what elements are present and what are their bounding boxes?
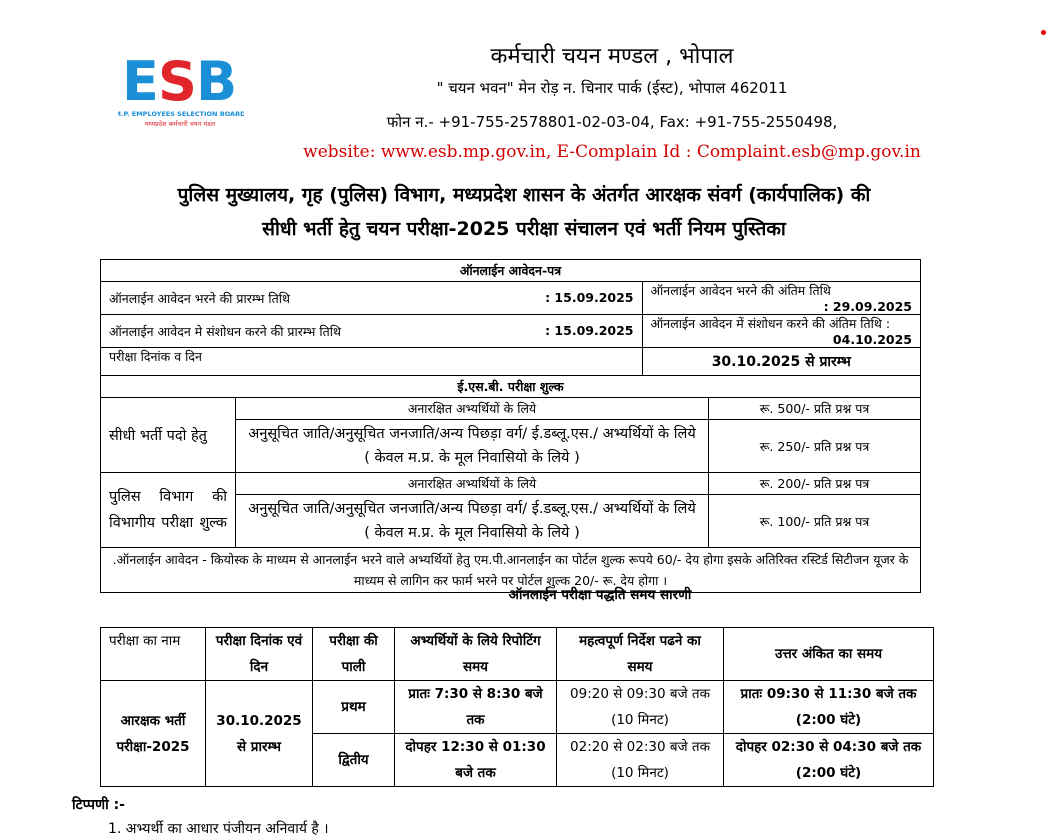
fee-amount-1: रू. 500/- प्रति प्रश्न पत्र <box>709 398 921 420</box>
exam-date-label: परीक्षा दिनांक व दिन <box>101 348 643 376</box>
fee-heading: ई.एस.बी. परीक्षा शुल्क <box>101 376 921 398</box>
title-line-2: सीधी भर्ती हेतु चयन परीक्षा-2025 परीक्षा संचालन एवं भर्ती नियम पुस्तिका <box>262 218 786 240</box>
instruction-second: 02:20 से 02:30 बजे तक (10 मिनट) <box>557 734 724 787</box>
instruction-first: 09:20 से 09:30 बजे तक (10 मिनट) <box>557 681 724 734</box>
timetable-caption: ऑनलाईन परीक्षा पद्धति समय सारणी <box>508 587 692 603</box>
th-reporting-time: अभ्यर्थियों के लिये रिपोटिंग समय <box>395 628 557 681</box>
shift-second: द्वितीय <box>313 734 395 787</box>
end-date-cell <box>642 282 920 315</box>
fee-amount-2: रू. 250/- प्रति प्रश्न पत्र <box>709 420 921 473</box>
fee-amount-3: रू. 200/- प्रति प्रश्न पत्र <box>709 473 921 495</box>
document-title <box>0 178 1048 246</box>
start-date: : 15.09.2025 <box>545 289 634 305</box>
org-phone: फोन न.- +91-755-2578801-02-03-04, Fax: +91-755-2550498, <box>386 113 838 131</box>
fee-unreserved-label-1: अनारक्षित अभ्यर्थियों के लिये <box>236 398 709 420</box>
fee-amount-4: रू. 100/- प्रति प्रश्न पत्र <box>709 495 921 548</box>
notes-heading: टिप्पणी :- <box>72 797 125 813</box>
th-answer-time: उत्तर अंकित का समय <box>724 628 934 681</box>
mod-start-label: ऑनलाईन आवेदन मे संशोधन करने की प्रारम्भ तिथि <box>109 323 341 339</box>
application-heading: ऑनलाईन आवेदन-पत्र <box>101 260 921 282</box>
answer-second: दोपहर 02:30 से 04:30 बजे तक (2:00 घंटे) <box>724 734 934 787</box>
logo-subtitle-hi: मध्यप्रदेश कर्मचारी चयन मंडल <box>144 120 216 128</box>
exam-date-value: 30.10.2025 से प्रारम्भ <box>642 348 920 376</box>
fee-unreserved-label-2: अनारक्षित अभ्यर्थियों के लिये <box>236 473 709 495</box>
reporting-first: प्रातः 7:30 से 8:30 बजे तक <box>395 681 557 734</box>
mod-start-date: : 15.09.2025 <box>545 322 634 338</box>
exam-name: आरक्षक भर्ती परीक्षा-2025 <box>101 681 206 787</box>
end-label: ऑनलाईन आवेदन भरने की अंतिम तिथि <box>650 283 831 298</box>
mod-start-cell <box>101 315 643 348</box>
svg-text:E: E <box>122 50 159 113</box>
exam-timetable <box>100 627 934 787</box>
th-exam-date: परीक्षा दिनांक एवं दिन <box>206 628 313 681</box>
end-date: : 29.09.2025 <box>823 299 912 314</box>
fee-reserved-label-1: अनुसूचित जाति/अनुसूचित जनजाति/अन्य पिछड़ा वर्ग/ ई.डब्लू.एस./ अभ्यर्थियों के लिये ( केवल म.प्र. के मूल निवासियो के लिये ) <box>236 420 709 473</box>
mod-end-date: 04.10.2025 <box>832 332 912 347</box>
th-exam-name: परीक्षा का नाम <box>101 628 206 681</box>
start-label: ऑनलाईन आवेदन भरने की प्रारम्भ तिथि <box>109 290 290 306</box>
fee-reserved-label-2: अनुसूचित जाति/अनुसूचित जनजाति/अन्य पिछड़ा वर्ग/ ई.डब्लू.एस./ अभ्यर्थियों के लिये ( केवल म.प्र. के मूल निवासियो के लिये ) <box>236 495 709 548</box>
org-name: कर्मचारी चयन मण्डल , भोपाल <box>490 44 734 69</box>
th-instruction-time: महत्वपूर्ण निर्देश पढने का समय <box>557 628 724 681</box>
svg-text:S: S <box>158 50 197 113</box>
application-fee-table <box>100 259 921 593</box>
title-line-1: पुलिस मुख्यालय, गृह (पुलिस) विभाग, मध्यप्रदेश शासन के अंतर्गत आरक्षक संवर्ग (कार्यपालिक) की <box>177 184 871 206</box>
mod-end-label: ऑनलाईन आवेदन में संशोधन करने की अंतिम तिथि : <box>650 316 891 331</box>
th-shift: परीक्षा की पाली <box>313 628 395 681</box>
fee-group-departmental: पुलिस विभाग की विभागीय परीक्षा शुल्क <box>101 473 236 548</box>
org-website[interactable]: website: www.esb.mp.gov.in, E-Complain Id : Complaint.esb@mp.gov.in <box>303 142 921 162</box>
mod-end-cell <box>642 315 920 348</box>
shift-first: प्रथम <box>313 681 395 734</box>
org-address: " चयन भवन" मेन रोड़ न. चिनार पार्क (ईस्ट), भोपाल 462011 <box>436 79 788 97</box>
note-item-1: 1. अभ्यर्थी का आधार पंजीयन अनिवार्य है । <box>108 821 329 837</box>
logo-subtitle-en: M.P. EMPLOYEES SELECTION BOARD <box>118 110 244 118</box>
fee-group-direct: सीधी भर्ती पदो हेतु <box>101 398 236 473</box>
exam-start-date: 30.10.2025 से प्रारम्भ <box>206 681 313 787</box>
portal-fee-note: .ऑनलाईन आवेदन - कियोस्क के माध्यम से आनलाईन भरने वाले अभ्यर्थियों हेतु एम.पी.आनलाईन का पोर्टल शुल्क रूपये 60/- देय होगा इसके अतिरिक्त रस्टिर्ड सिटीजन यूजर के माध्यम से लागिन कर फार्म भरने पर पोर्टल शुल्क 20/- रू. देय होगा । <box>101 548 921 593</box>
answer-first: प्रातः 09:30 से 11:30 बजे तक (2:00 घंटे) <box>724 681 934 734</box>
red-dot-mark <box>1041 30 1046 35</box>
start-date-cell <box>101 282 643 315</box>
reporting-second: दोपहर 12:30 से 01:30 बजे तक <box>395 734 557 787</box>
svg-text:B: B <box>196 50 238 113</box>
